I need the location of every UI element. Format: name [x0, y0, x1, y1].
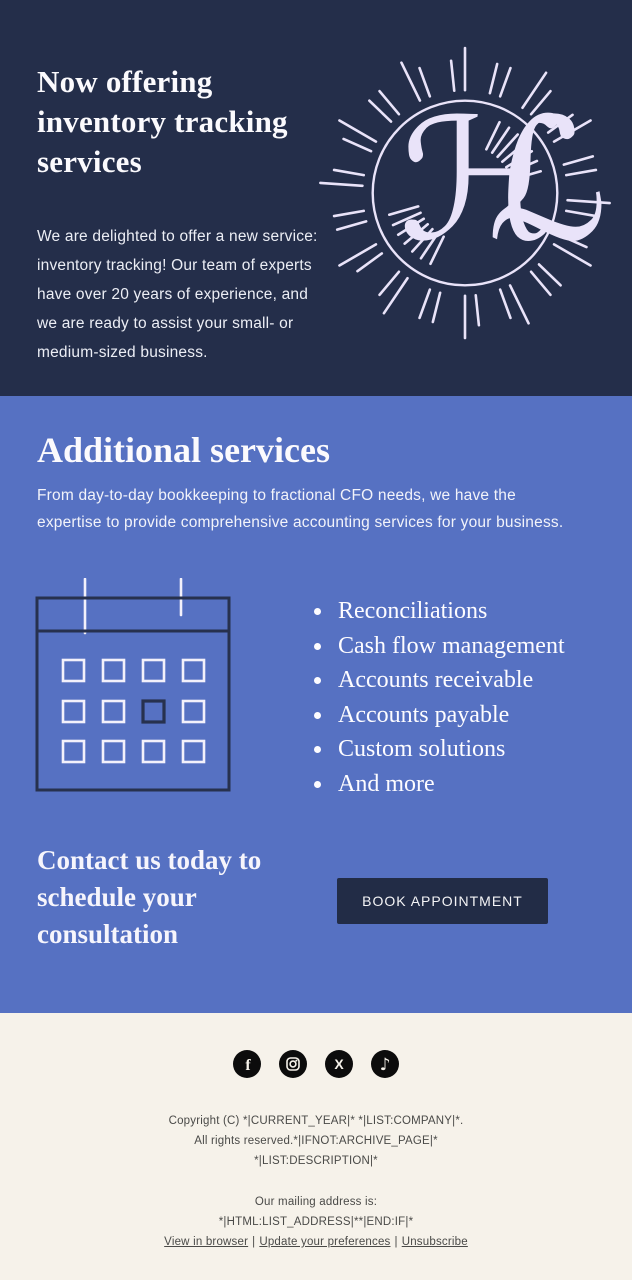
- svg-text:X: X: [334, 1056, 344, 1072]
- list-item: • Accounts receivable: [334, 663, 565, 698]
- company-monogram-logo: [312, 40, 618, 346]
- sunburst-monogram-icon: [312, 40, 618, 346]
- services-bullet-list: [312, 594, 565, 801]
- list-item: • And more: [334, 767, 565, 802]
- svg-text:f: f: [245, 1057, 251, 1074]
- copyright-line: Copyright (C) *|CURRENT_YEAR|* *|LIST:COMPANY|*.: [168, 1115, 464, 1127]
- logo-monogram-letters: ℋℒ: [398, 82, 531, 279]
- list-item: • Reconciliations: [334, 594, 565, 629]
- cta-heading: Contact us today to schedule your consultation: [37, 845, 262, 949]
- book-appointment-button[interactable]: BOOK APPOINTMENT: [337, 878, 548, 924]
- copyright-line: *|LIST:DESCRIPTION|*: [254, 1155, 378, 1167]
- hero-heading: Now offering inventory tracking services: [37, 64, 288, 179]
- mailing-label: Our mailing address is:: [254, 1196, 378, 1208]
- unsubscribe-link[interactable]: Unsubscribe: [401, 1236, 468, 1248]
- update-preferences-link[interactable]: Update your preferences: [259, 1236, 391, 1248]
- mailing-address-merge-tag: *|HTML:LIST_ADDRESS|**|END:IF|*: [218, 1216, 414, 1228]
- social-icons-row: [0, 1013, 632, 1078]
- services-heading: Additional services: [37, 430, 330, 470]
- facebook-icon[interactable]: [233, 1050, 261, 1078]
- copyright-line: All rights reserved.*|IFNOT:ARCHIVE_PAGE|*: [194, 1135, 438, 1147]
- link-separator: |: [252, 1236, 256, 1248]
- list-item: • Accounts payable: [334, 698, 565, 733]
- services-section: [0, 396, 632, 1013]
- list-item: • Custom solutions: [334, 732, 565, 767]
- copyright-text: [0, 1111, 632, 1171]
- mailing-address-block: [0, 1192, 632, 1252]
- instagram-icon[interactable]: [279, 1050, 307, 1078]
- calendar-illustration: [35, 578, 231, 792]
- view-in-browser-link[interactable]: View in browser: [164, 1236, 249, 1248]
- svg-text:♪: ♪: [379, 1055, 391, 1075]
- list-item: • Cash flow management: [334, 629, 565, 664]
- x-twitter-icon[interactable]: [325, 1050, 353, 1078]
- hero-section: [0, 0, 632, 396]
- tiktok-icon[interactable]: [371, 1050, 399, 1078]
- hero-body-text: We are delighted to offer a new service: inventory tracking! Our team of experts have over 20 years of experience, and we are ready to assist your small- or medium-sized business.: [37, 228, 318, 361]
- calendar-icon: [35, 578, 231, 792]
- footer-section: [0, 1013, 632, 1280]
- hero-text-block: [37, 62, 329, 367]
- link-separator: |: [394, 1236, 398, 1248]
- services-body-text: From day-to-day bookkeeping to fractional CFO needs, we have the expertise to provide comprehensive accounting services for your business.: [37, 487, 564, 531]
- footer-links-row: [0, 1232, 632, 1252]
